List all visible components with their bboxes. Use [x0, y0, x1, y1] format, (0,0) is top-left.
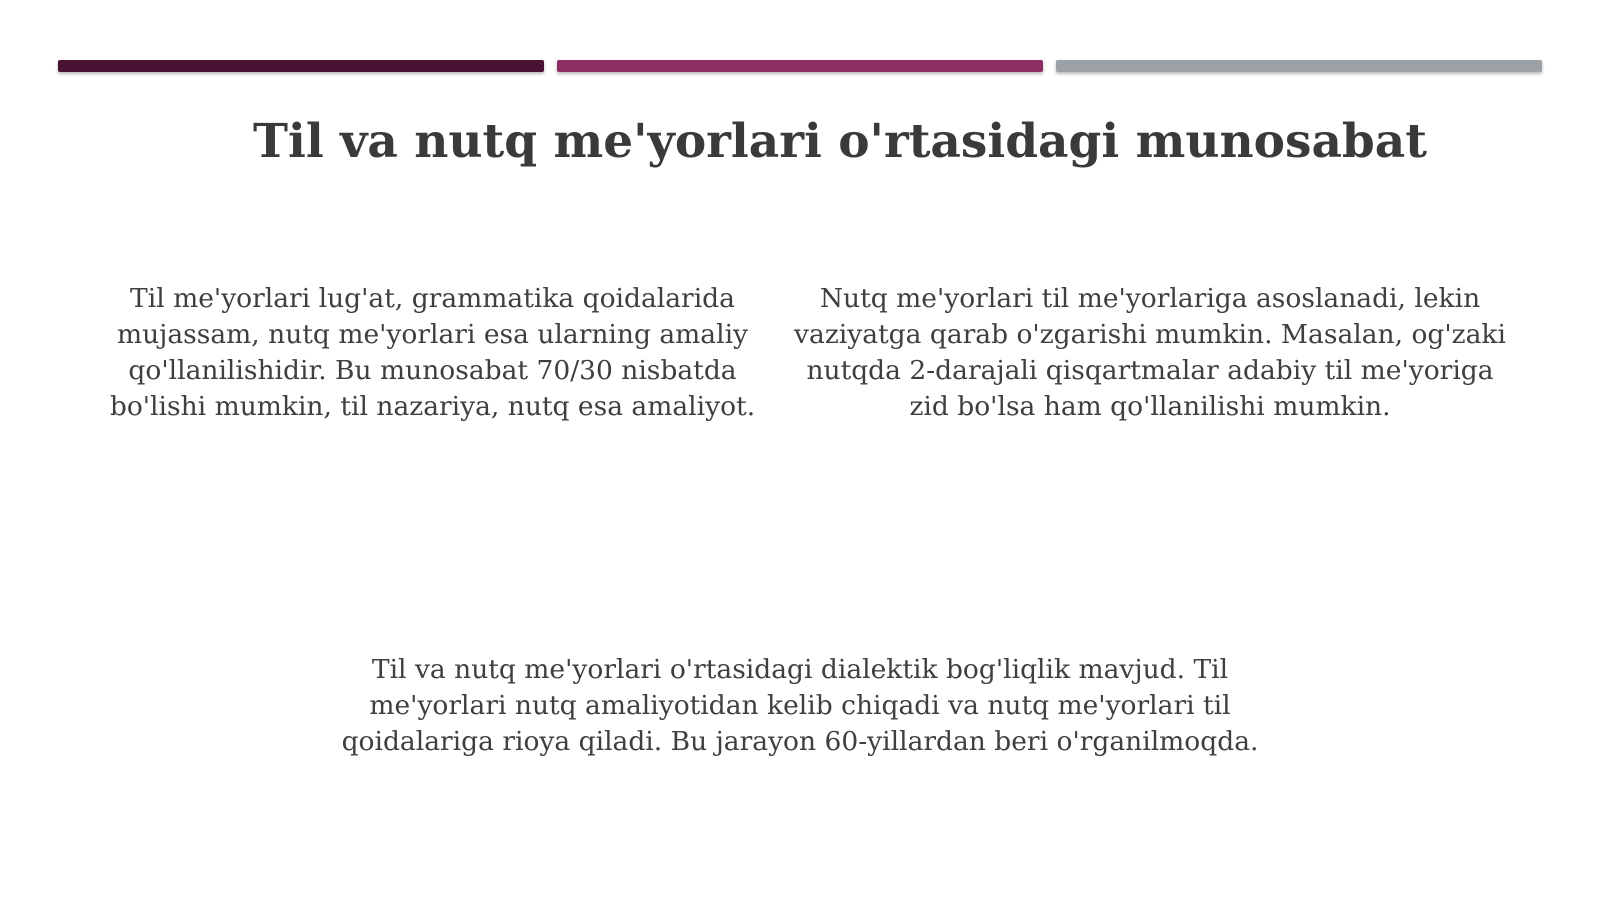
right-column-text: Nutq me'yorlari til me'yorlariga asoslanadi, lekin vaziyatga qarab o'zgarishi mumkin. Masalan, og'zaki nutqda 2-darajali qisqartmalar adabiy til me'yoriga zid bo'lsa ham qo'llanilishi mumkin.: [794, 283, 1506, 422]
slide-title: Til va nutq me'yorlari o'rtasidagi munosabat: [253, 114, 1427, 169]
accent-bar-magenta: [557, 60, 1043, 72]
accent-bar-dark-plum: [58, 60, 544, 72]
left-column-text: Til me'yorlari lug'at, grammatika qoidalarida mujassam, nutq me'yorlari esa ularning amaliy qo'llanilishidir. Bu munosabat 70/30 nisbatda bo'lishi mumkin, til nazariya, nutq esa amaliyot.: [109, 283, 756, 422]
accent-bar-gray: [1056, 60, 1542, 72]
bottom-paragraph: Til va nutq me'yorlari o'rtasidagi dialektik bog'liqlik mavjud. Til me'yorlari nutq amaliyotidan kelib chiqadi va nutq me'yorlari til qoidalariga rioya qiladi. Bu jarayon 60-yillardan beri o'rganilmoqda.: [341, 654, 1259, 757]
